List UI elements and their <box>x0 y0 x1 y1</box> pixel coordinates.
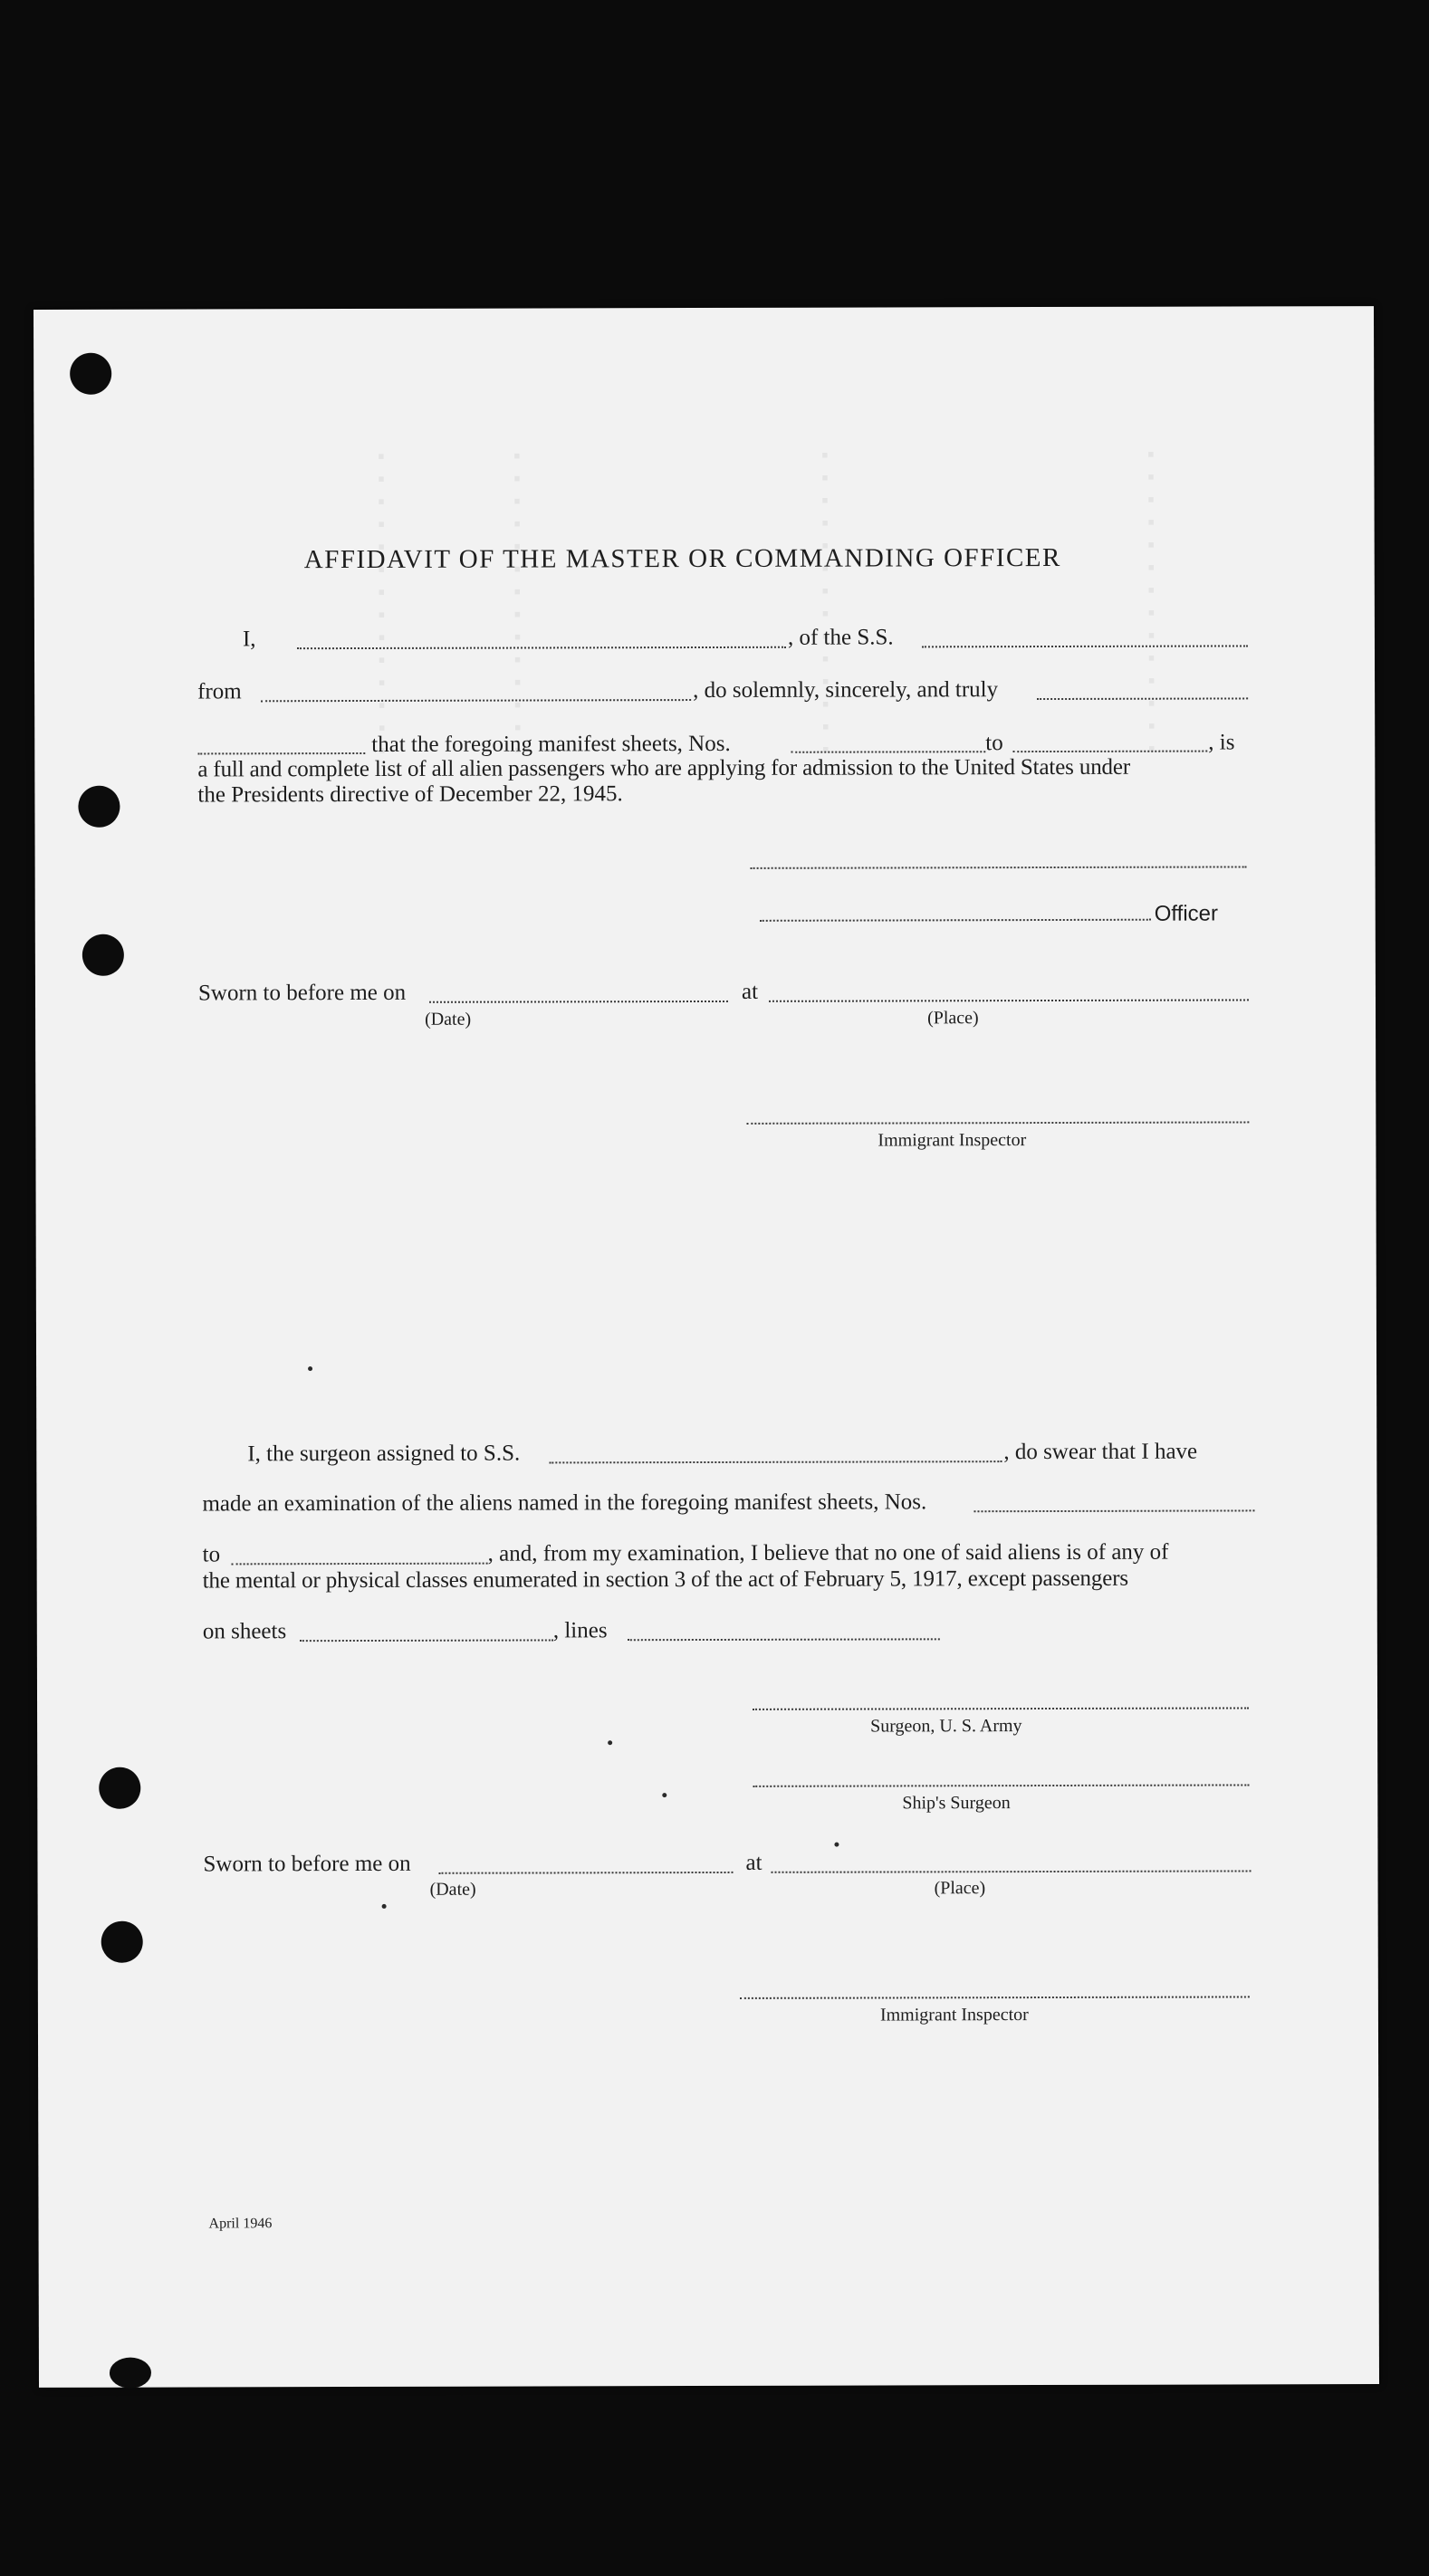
bleed-through-text: ▪▪▪▪▪▪▪▪▪▪▪▪▪▪ <box>505 444 530 761</box>
ink-speck <box>662 1793 667 1797</box>
ship-name-blank <box>922 645 1248 647</box>
sworn-label: Sworn to before me on <box>197 980 407 1006</box>
solemnly-text: , do solemnly, sincerely, and truly <box>693 677 999 704</box>
swear-affirm-blank <box>197 752 365 754</box>
punch-hole <box>99 1767 140 1809</box>
i-label: I, <box>242 627 256 652</box>
surgeon-sheets-from-blank <box>973 1509 1254 1512</box>
lines-label: , lines <box>552 1618 608 1643</box>
punch-hole <box>70 353 111 395</box>
exception-lines-blank <box>628 1638 940 1641</box>
officer-title-blank <box>760 919 1151 922</box>
army-surgeon-caption: Surgeon, U. S. Army <box>870 1716 1022 1737</box>
ink-speck <box>382 1904 387 1909</box>
at-label: at <box>741 979 759 1004</box>
army-surgeon-signature-blank <box>753 1707 1249 1709</box>
surgeon-line-1-end: , do swear that I have <box>1003 1439 1198 1465</box>
sheet-from-blank <box>791 751 985 753</box>
ink-speck <box>608 1740 612 1745</box>
surgeon-inspector-caption: Immigrant Inspector <box>879 2005 1029 2025</box>
officer-label: Officer <box>1154 901 1219 926</box>
oath-blank <box>1037 697 1248 700</box>
ship-surgeon-signature-blank <box>753 1784 1249 1786</box>
sworn-place-blank <box>769 999 1249 1001</box>
inspector-caption: Immigrant Inspector <box>878 1130 1027 1151</box>
sworn-date-blank <box>429 1001 728 1003</box>
directive-text: the Presidents directive of December 22, 1945. <box>197 781 623 808</box>
surgeon-inspector-signature-blank <box>740 1996 1250 1998</box>
to-label: to <box>985 731 1003 756</box>
bleed-through-text: ▪▪▪▪▪▪▪▪▪▪▪▪▪▪ <box>369 444 394 761</box>
surgeon-date-caption: (Date) <box>429 1879 476 1900</box>
surgeon-line-2: made an examination of the aliens named in the foregoing manifest sheets, Nos. <box>202 1489 927 1517</box>
ink-speck <box>308 1366 312 1371</box>
punch-hole <box>82 934 124 976</box>
foregoing-sheets-text: that the foregoing manifest sheets, Nos. <box>371 731 731 757</box>
surgeon-sworn-date-blank <box>439 1872 734 1874</box>
punch-hole <box>110 2358 151 2389</box>
exception-sheets-blank <box>300 1639 553 1642</box>
form-date: April 1946 <box>208 2216 273 2232</box>
full-list-text: a full and complete list of all alien passengers who are applying for admission to the United States under <box>197 754 1131 782</box>
inspector-signature-blank <box>746 1121 1249 1124</box>
punch-hole <box>78 786 120 828</box>
bleed-through-text: ▪▪▪▪▪▪▪▪▪▪▪▪▪▪ <box>1139 442 1164 760</box>
on-sheets-label: on sheets <box>202 1619 287 1644</box>
of-ss-label: , of the S.S. <box>787 625 894 650</box>
surgeon-sworn-label: Sworn to before me on <box>203 1851 411 1877</box>
surgeon-at-label: at <box>745 1850 762 1875</box>
officer-signature-blank <box>751 866 1247 868</box>
surgeon-line-3: , and, from my examination, I believe that no one of said aliens is of any of <box>487 1539 1169 1566</box>
master-name-blank <box>297 646 786 649</box>
affidavit-title: AFFIDAVIT OF THE MASTER OR COMMANDING OFFICER <box>303 542 1061 575</box>
punch-hole <box>101 1921 143 1963</box>
date-caption: (Date) <box>425 1009 472 1029</box>
from-label: from <box>197 679 242 704</box>
affidavit-form-page <box>34 306 1379 2388</box>
surgeon-line-1: I, the surgeon assigned to S.S. <box>247 1441 521 1467</box>
surgeon-line-4: the mental or physical classes enumerated in section 3 of the act of February 5, 1917, except passengers <box>202 1566 1128 1594</box>
is-label: , is <box>1208 730 1235 755</box>
ink-speck <box>834 1843 839 1847</box>
surgeon-sheets-to-blank <box>232 1563 488 1566</box>
surgeon-ship-blank <box>549 1460 1002 1463</box>
surgeon-sworn-place-blank <box>772 1870 1252 1872</box>
sheet-to-blank <box>1012 751 1207 753</box>
ship-surgeon-caption: Ship's Surgeon <box>902 1793 1011 1814</box>
place-caption: (Place) <box>927 1008 979 1029</box>
surgeon-to-label: to <box>202 1542 221 1567</box>
surgeon-place-caption: (Place) <box>934 1878 986 1899</box>
from-port-blank <box>261 699 691 702</box>
bleed-through-text: ▪▪▪▪▪▪▪▪▪▪▪▪▪▪ <box>813 443 838 761</box>
